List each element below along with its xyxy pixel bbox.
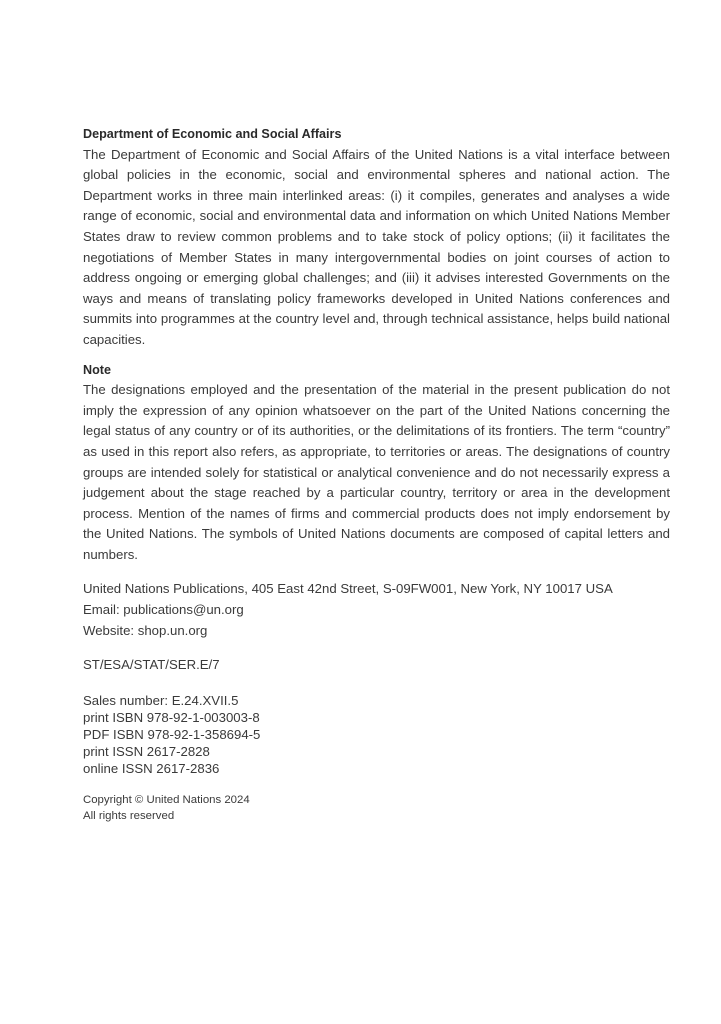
note-section [83,360,670,566]
imprint-page [83,124,670,824]
note-heading: Note [83,362,111,377]
desa-description: The Department of Economic and Social Affairs of the United Nations is a vital interface between global policies in the economic, social and environmental spheres and national action. The Department works in three main interlinked areas: (i) it compiles, generates and analyses a wide range of economic, social and environmental data and information on which United Nations Member States draw to review common problems and to take stock of policy options; (ii) it facilitates the negotiations of Member States in many intergovernmental bodies on joint courses of action to address ongoing or emerging global challenges; and (iii) it advises interested Governments on the ways and means of translating policy frameworks developed in United Nations conferences and summits into programmes at the country level and, through technical assistance, helps build national capacities. [83,146,670,347]
desa-heading: Department of Economic and Social Affairs [83,127,342,141]
note-text: The designations employed and the presentation of the material in the present publication do not imply the expression of any opinion whatsoever on the part of the United Nations concerning the legal status of any country or of its authorities, or the delimitations of its frontiers. The term “country” as used in this report also refers, as appropriate, to territories or areas. The designations of country groups are intended solely for statistical or analytical convenience and do not necessarily express a judgement about the stage reached by a particular country, territory or area in the development process. Mention of the names of firms and commercial products does not imply endorsement by the United Nations. The symbols of United Nations documents are composed of capital letters and numbers. [83,382,670,562]
print-issn: print ISSN 2617-2828 [83,743,210,759]
rights-reserved: All rights reserved [83,809,175,822]
copyright-block [83,792,670,824]
online-issn: online ISSN 2617-2836 [83,760,220,776]
pdf-isbn: PDF ISBN 978-92-1-358694-5 [83,726,261,742]
copyright-notice: Copyright © United Nations 2024 [83,793,250,806]
desa-section [83,124,670,351]
document-symbol: ST/ESA/STAT/SER.E/7 [83,657,220,673]
publisher-address: United Nations Publications, 405 East 42nd Street, S-09FW001, New York, NY 10017 USA [83,581,613,597]
website-line[interactable]: Website: shop.un.org [83,622,208,638]
identifiers-block [83,692,670,777]
print-isbn: print ISBN 978-92-1-003003-8 [83,709,260,725]
contact-block [83,579,670,641]
sales-number: Sales number: E.24.XVII.5 [83,692,239,708]
email-line[interactable]: Email: publications@un.org [83,602,244,618]
